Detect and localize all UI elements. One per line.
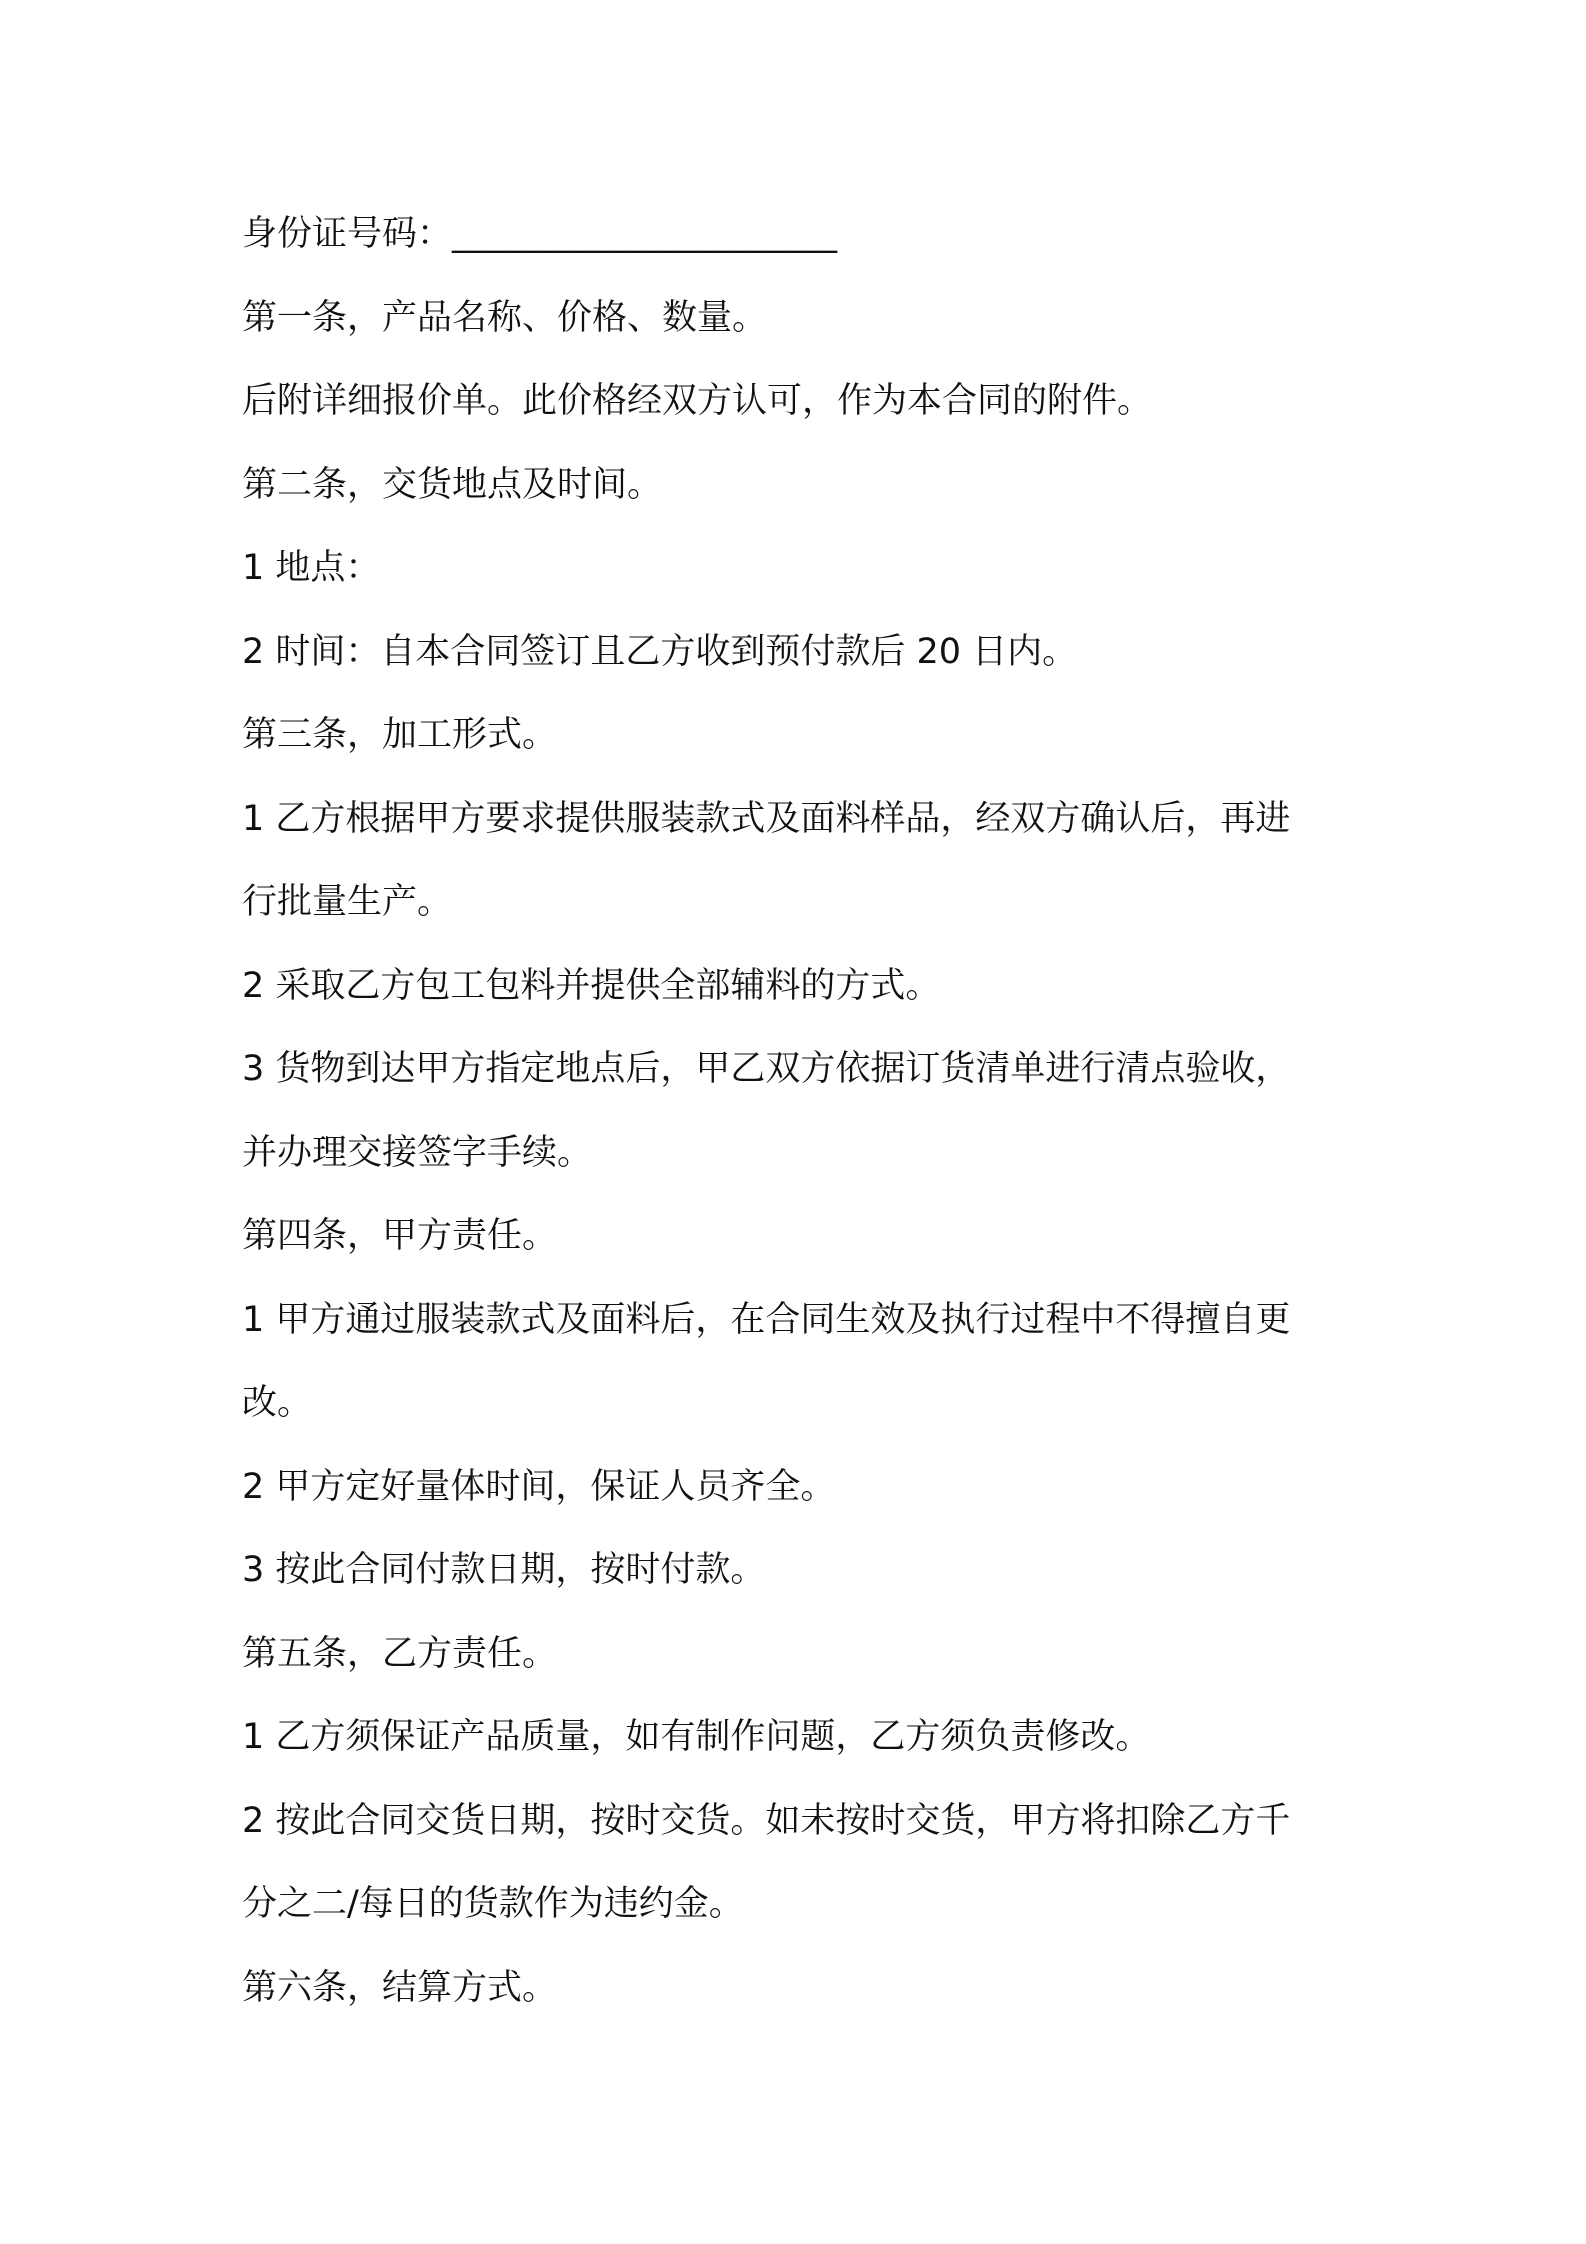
article-6-heading: 第六条，结算方式。 [242, 1967, 558, 2008]
article-3-item-1: 1 乙方根据甲方要求提供服装款式及面料样品，经双方确认后，再进 [242, 798, 1291, 839]
article-2-heading: 第二条，交货地点及时间。 [242, 464, 663, 505]
article-5-heading: 第五条，乙方责任。 [242, 1633, 558, 1674]
article-5-item-2: 2 按此合同交货日期，按时交货。如未按时交货，甲方将扣除乙方千 [242, 1800, 1291, 1841]
article-1-text: 后附详细报价单。此价格经双方认可，作为本合同的附件。 [242, 381, 1153, 421]
article-5-item-2-cont: 分之二/每日的货款作为违约金。 [242, 1884, 744, 1924]
article-2-item-2: 2 时间：自本合同签订且乙方收到预付款后 20 日内。 [242, 631, 1078, 672]
article-3-heading: 第三条，加工形式。 [242, 715, 558, 755]
article-4-item-1: 1 甲方通过服装款式及面料后，在合同生效及执行过程中不得擅自更 [242, 1299, 1291, 1340]
article-4-heading: 第四条，甲方责任。 [242, 1216, 558, 1256]
article-4-item-2: 2 甲方定好量体时间，保证人员齐全。 [242, 1466, 836, 1507]
article-3-item-1-cont: 行批量生产。 [242, 882, 453, 922]
article-4-item-1-cont: 改。 [242, 1383, 313, 1423]
article-3-item-3: 3 货物到达甲方指定地点后，甲乙双方依据订货清单进行清点验收， [242, 1049, 1291, 1089]
article-1-heading: 第一条，产品名称、价格、数量。 [242, 297, 768, 338]
article-4-item-3: 3 按此合同付款日期，按时付款。 [242, 1550, 766, 1590]
article-2-item-1: 1 地点： [242, 548, 381, 588]
article-3-item-2: 2 采取乙方包工包料并提供全部辅料的方式。 [242, 965, 941, 1006]
document-body [242, 193, 1362, 2030]
id-number-line: 身份证号码：______________________ [242, 214, 838, 254]
article-5-item-1: 1 乙方须保证产品质量，如有制作问题，乙方须负责修改。 [242, 1717, 1151, 1757]
article-3-item-3-cont: 并办理交接签字手续。 [242, 1132, 593, 1173]
